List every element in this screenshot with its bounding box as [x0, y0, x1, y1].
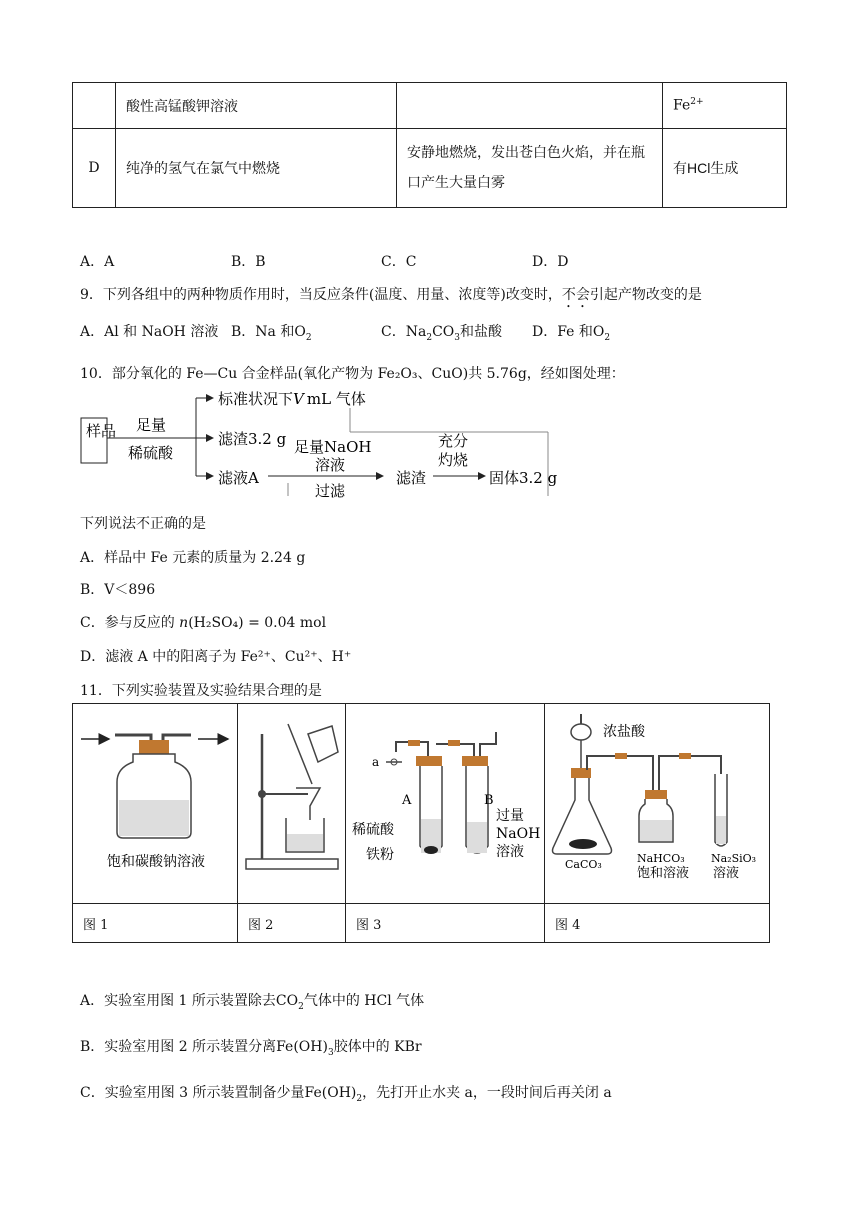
q10-option-a[interactable]: A．样品中 Fe 元素的质量为 2.24 g — [80, 550, 306, 566]
q9-stem — [80, 284, 702, 311]
bottle-stopper — [645, 790, 667, 799]
option-text: ，先打开止水夹 a，一段时间后再关闭 a — [362, 1085, 612, 1101]
option-text: C．参与反应的 — [80, 615, 180, 631]
subscript: 3 — [327, 1047, 334, 1058]
residue2-label: 滤渣 — [396, 469, 427, 487]
naoh-label: 过量 — [496, 808, 524, 824]
solid-label: 固体3.2 g — [489, 469, 558, 487]
naoh-label: 足量NaOH — [294, 438, 372, 456]
comparison-table — [72, 82, 787, 208]
figure-4-acidity-comparison — [545, 704, 769, 899]
gas-unit: mL 气体 — [306, 390, 366, 408]
formula: CO — [275, 993, 299, 1009]
figure-1-cell — [73, 704, 238, 904]
option-text: (H₂SO₄) = 0.04 mol — [188, 615, 327, 631]
option-text: 胶体中的 KBr — [333, 1039, 422, 1055]
q10-stem: 10．部分氧化的 Fe—Cu 合金样品(氧化产物为 Fe₂O₃、CuO)共 5.76g，经如图处理： — [80, 366, 625, 382]
subscript: 2 — [298, 1001, 304, 1012]
nahco3-label: NaHCO₃ — [637, 852, 685, 865]
table-cell — [73, 83, 116, 129]
figure-caption: 图 3 — [346, 904, 545, 943]
q10-option-c[interactable] — [80, 612, 326, 632]
beaker-top — [308, 726, 338, 762]
ion-text: Fe — [673, 97, 691, 114]
solution-b — [467, 822, 487, 853]
q9-emphasis: 不会 — [561, 287, 590, 303]
naoh-label: 溶液 — [315, 456, 346, 474]
formula: O — [294, 324, 306, 340]
subscript: 3 — [454, 332, 460, 343]
q11-option-b[interactable] — [80, 1036, 422, 1058]
funnel — [296, 788, 320, 820]
residue-label: 滤渣3.2 g — [218, 430, 287, 448]
table-cell: D — [73, 129, 116, 208]
caco3-label: CaCO₃ — [565, 858, 602, 871]
gas-var: V — [293, 390, 304, 408]
gas-label — [218, 390, 366, 408]
q8-option-b[interactable]: B．B — [231, 254, 266, 270]
figure-row — [73, 704, 770, 904]
option-text: 和盐酸 — [460, 324, 502, 340]
joint — [679, 753, 691, 759]
q9-option-a[interactable]: A．Al 和 NaOH 溶液 — [80, 324, 219, 340]
q9-stem-text: 9．下列各组中的两种物质作用时，当反应条件(温度、用量、浓度等)改变时， — [80, 287, 562, 303]
q9-option-c[interactable] — [381, 321, 502, 343]
iron-label: 铁粉 — [366, 847, 394, 863]
joint — [408, 740, 420, 746]
q11-option-a[interactable] — [80, 990, 424, 1012]
figure-3-cell — [346, 704, 545, 904]
caco3-solid — [569, 839, 597, 849]
figure-4-cell — [545, 704, 770, 904]
stopper — [139, 740, 169, 754]
q10-option-b[interactable]: B．V＜896 — [80, 582, 156, 598]
formula: CO — [432, 324, 455, 340]
na2sio3-solution — [716, 816, 726, 844]
cell-text: 有 — [673, 161, 687, 177]
q9-option-d[interactable] — [532, 321, 610, 343]
q10-option-d[interactable]: D．滤液 A 中的阳离子为 Fe²⁺、Cu²⁺、H⁺ — [80, 649, 352, 665]
tube-b-label: B — [484, 793, 494, 808]
formula: O — [592, 324, 605, 340]
dropping-funnel — [571, 724, 591, 740]
q10-flow-diagram — [78, 388, 558, 500]
subscript: 2 — [426, 332, 433, 343]
nahco3-solution — [640, 820, 672, 841]
option-text: C． — [381, 324, 406, 340]
figure-caption: 图 1 — [73, 904, 238, 943]
table-cell — [663, 83, 787, 129]
q8-option-c[interactable]: C．C — [381, 254, 417, 270]
q10-prompt: 下列说法不正确的是 — [80, 516, 206, 532]
option-text: A．实验室用图 1 所示装置除去 — [80, 993, 276, 1009]
option-text: B．实验室用图 2 所示装置分离 — [80, 1039, 277, 1055]
cell-formula: HCl — [687, 160, 711, 176]
subscript: 2 — [356, 1093, 363, 1104]
figure-caption: 图 4 — [545, 904, 770, 943]
q11-option-c[interactable] — [80, 1082, 612, 1104]
q9-stem-text: 引起产物改变的是 — [589, 287, 702, 303]
cell-text: 生成 — [710, 161, 739, 177]
option-text: 气体中的 HCl 气体 — [303, 993, 425, 1009]
stopper-b — [462, 756, 488, 766]
tube-a-label: A — [402, 793, 412, 808]
naoh-label: NaOH — [496, 826, 541, 842]
q11-figure-table — [72, 703, 770, 943]
hcl-label: 浓盐酸 — [603, 724, 645, 740]
figure-3-ferrous-hydroxide — [346, 704, 544, 899]
table-cell: 安静地燃烧，发出苍白色火焰，并在瓶口产生大量白雾 — [397, 129, 663, 208]
table-cell — [397, 83, 663, 129]
filtrate-label: 滤液A — [218, 469, 259, 487]
reagent-label: 稀硫酸 — [128, 444, 174, 462]
q11-stem: 11．下列实验装置及实验结果合理的是 — [80, 683, 322, 699]
stand-base — [246, 859, 338, 869]
subscript: 2 — [604, 332, 611, 343]
ion-charge: 2+ — [690, 97, 704, 108]
glass-rod — [288, 724, 312, 784]
option-text: C．实验室用图 3 所示装置制备少量 — [80, 1085, 305, 1101]
figure-2-cell — [238, 704, 346, 904]
iron-powder — [424, 846, 438, 854]
joint — [448, 740, 460, 746]
reagent-label: 足量 — [136, 416, 167, 434]
figure-1-gas-washing-bottle — [73, 704, 237, 899]
table-cell: 酸性高锰酸钾溶液 — [116, 83, 397, 129]
stopper-a — [416, 756, 442, 766]
table-cell — [663, 129, 787, 208]
joint — [615, 753, 627, 759]
option-var: n — [179, 615, 189, 631]
nahco3-label: 饱和溶液 — [637, 866, 690, 881]
figure-2-filtration — [238, 704, 345, 899]
burn-label: 充分 — [438, 432, 469, 450]
gas-text: 标准状况下 — [218, 390, 294, 408]
fig1-label: 饱和碳酸钠溶液 — [107, 854, 205, 870]
table-row — [73, 129, 787, 208]
sample-text: 样品 — [86, 422, 117, 440]
filter-label: 过滤 — [315, 482, 346, 500]
filtrate — [287, 834, 323, 851]
option-text: D．Fe 和 — [532, 324, 593, 340]
na2sio3-label: 溶液 — [713, 866, 740, 881]
na2sio3-label: Na₂SiO₃ — [711, 852, 757, 865]
clamp-label: a — [372, 755, 380, 769]
clamp-knob — [258, 790, 266, 798]
formula: Fe(OH) — [304, 1085, 357, 1101]
acid-label: 稀硫酸 — [352, 822, 394, 838]
solution — [119, 800, 189, 836]
subscript: 2 — [305, 332, 312, 343]
formula: Fe(OH) — [276, 1039, 328, 1055]
table-cell: 纯净的氢气在氯气中燃烧 — [116, 129, 397, 208]
sample-label — [86, 422, 116, 440]
option-text: B．Na 和 — [231, 324, 295, 340]
q8-option-a[interactable]: A．A — [80, 254, 115, 270]
q8-option-d[interactable]: D．D — [532, 254, 569, 270]
figure-caption: 图 2 — [238, 904, 346, 943]
formula: Na — [405, 324, 427, 340]
caption-row — [73, 904, 770, 943]
q9-option-b[interactable] — [231, 321, 312, 343]
burn-label: 灼烧 — [438, 451, 469, 469]
naoh-label: 溶液 — [496, 844, 524, 860]
table-row — [73, 83, 787, 129]
